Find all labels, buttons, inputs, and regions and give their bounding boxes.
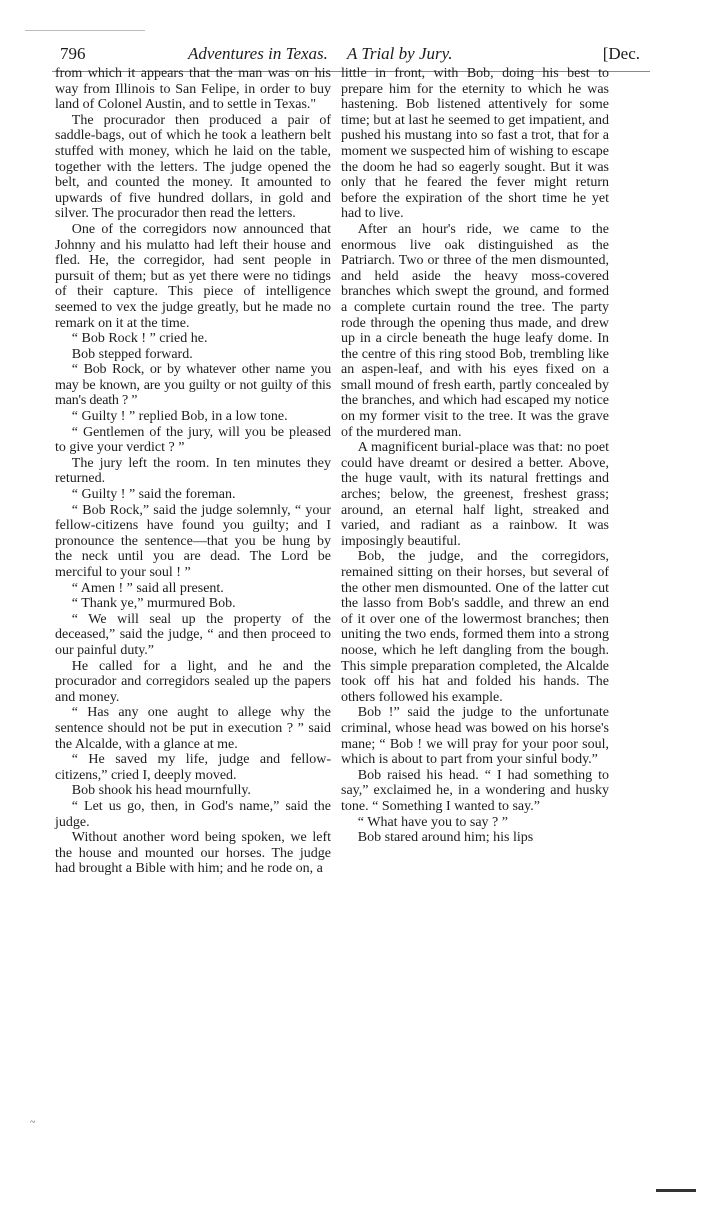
paragraph: “ Thank ye,” murmured Bob.: [71, 596, 236, 612]
paragraph: “ Has any one aught to allege why the sentence should not be put in execution ? ” said the Alcalde, with a glance at me.: [55, 705, 331, 752]
paragraph: “ Bob Rock, or by whatever other name you may be known, are you guilty or not guilty of this man's death ? ”: [55, 362, 331, 409]
paragraph: “ Guilty ! ” replied Bob, in a low tone.: [71, 409, 288, 425]
paragraph: Bob shook his head mournfully.: [71, 783, 251, 799]
paragraph: “ Guilty ! ” said the foreman.: [71, 487, 236, 503]
margin-mark: ~: [30, 1117, 36, 1128]
paragraph: “ We will seal up the property of the deceased,” said the judge, “ and then proceed to our painful duty.”: [55, 611, 331, 658]
paragraph: Bob stepped forward.: [71, 346, 193, 362]
scan-artifact-line: [25, 30, 145, 31]
paragraph: Bob stared around him; his lips: [357, 830, 534, 846]
paragraph: “ He saved my life, judge and fellow-citizens,” cried I, deeply moved.: [55, 752, 331, 783]
paragraph: “ Bob Rock ! ” cried he.: [71, 331, 208, 347]
left-column: [55, 66, 331, 877]
paragraph: little in front, with Bob, doing his best to prepare him for the eternity to which he was hastening. Bob listened attentively for some time; but at last he seemed to get impatient, and pushed his mustang into so fast a trot, that for a moment we suspected him of wishing to escape the doom he had so eagerly sought. But it was only that he feared the fever might return before the expiration of the short time he yet had to live.: [341, 66, 609, 222]
paragraph: from which it appears that the man was on his way from Illinois to San Felipe, in order to buy land of Colonel Austin, and to settle in Texas.": [55, 66, 331, 113]
paragraph: Bob !” said the judge to the unfortunate criminal, whose head was bowed on his horse's mane; “ Bob ! we will pray for your poor soul, which is about to part from your sinful body.”: [341, 705, 609, 768]
paragraph: Bob raised his head. “ I had something to say,” exclaimed he, in a wondering and husky tone. “ Something I wanted to say.”: [341, 767, 609, 814]
running-month: [Dec.: [602, 44, 640, 63]
paragraph: “ What have you to say ? ”: [357, 814, 508, 830]
paragraph: A magnificent burial-place was that: no poet could have dreamt or desired a better. Above, the huge vault, with its natural frettings and arches; below, the greenest, freshest grass; around, an eternal half light, streaked and varied, and radiant as a rainbow. It was imposingly beautiful.: [341, 440, 609, 549]
paragraph: One of the corregidors now announced that Johnny and his mulatto had left their house and fled. He, the corregidor, had sent people in pursuit of them; but as yet there were no tidings of their capture. This piece of intelligence seemed to vex the judge greatly, but he made no remark on it at the time.: [55, 221, 331, 331]
paragraph: “ Bob Rock,” said the judge solemnly, “ your fellow-citizens have found you guilty; and I pronounce the sentence—that you be hung by the neck until you are dead. The Lord be merciful to your soul ! ”: [55, 502, 331, 580]
page-number: 796: [60, 44, 86, 63]
paragraph: He called for a light, and he and the procurador and corregidors sealed up the papers and money.: [55, 658, 331, 705]
running-title-right: A Trial by Jury.: [347, 44, 453, 63]
running-title-left: Adventures in Texas.: [188, 44, 328, 63]
paragraph: “ Amen ! ” said all present.: [71, 580, 224, 596]
paragraph: The jury left the room. In ten minutes they returned.: [55, 455, 331, 487]
page-edge-mark: [656, 1189, 696, 1192]
paragraph: Without another word being spoken, we left the house and mounted our horses. The judge had brought a Bible with him; and he rode on, a: [55, 830, 331, 877]
paragraph: “ Let us go, then, in God's name,” said the judge.: [55, 798, 331, 830]
paragraph: After an hour's ride, we came to the enormous live oak distinguished as the Patriarch. Two or three of the men dismounted, and held aside the heavy moss-covered branches which swept the ground, and formed a complete curtain round the tree. The party rode through the opening thus made, and drew up in a circle beneath the huge leafy dome. In the centre of this ring stood Bob, trembling like an aspen-leaf, and with his eyes fixed on a small mound of fresh earth, partly concealed by the branches, and which had escaped my notice on my former visit to the tree. It was the grave of the murdered man.: [341, 221, 609, 440]
right-column: [341, 66, 609, 846]
column-divider: [336, 76, 337, 1091]
paragraph: Bob, the judge, and the corregidors, remained sitting on their horses, but several of the other men dismounted. One of the latter cut the lasso from Bob's saddle, and threw an end of it over one of the lowermost branches; then uniting the two ends, formed them into a strong noose, which he left dangling from the bough. This simple preparation completed, the Alcalde took off his hat and folded his hands. The others followed his example.: [341, 549, 609, 705]
paragraph: “ Gentlemen of the jury, will you be pleased to give your verdict ? ”: [55, 424, 331, 456]
paragraph: The procurador then produced a pair of saddle-bags, out of which he took a leathern belt stuffed with money, which he laid on the table, together with the letters. The judge opened the belt, and counted the money. It amounted to upwards of five hundred dollars, in gold and silver. The procurador then read the letters.: [55, 112, 331, 222]
